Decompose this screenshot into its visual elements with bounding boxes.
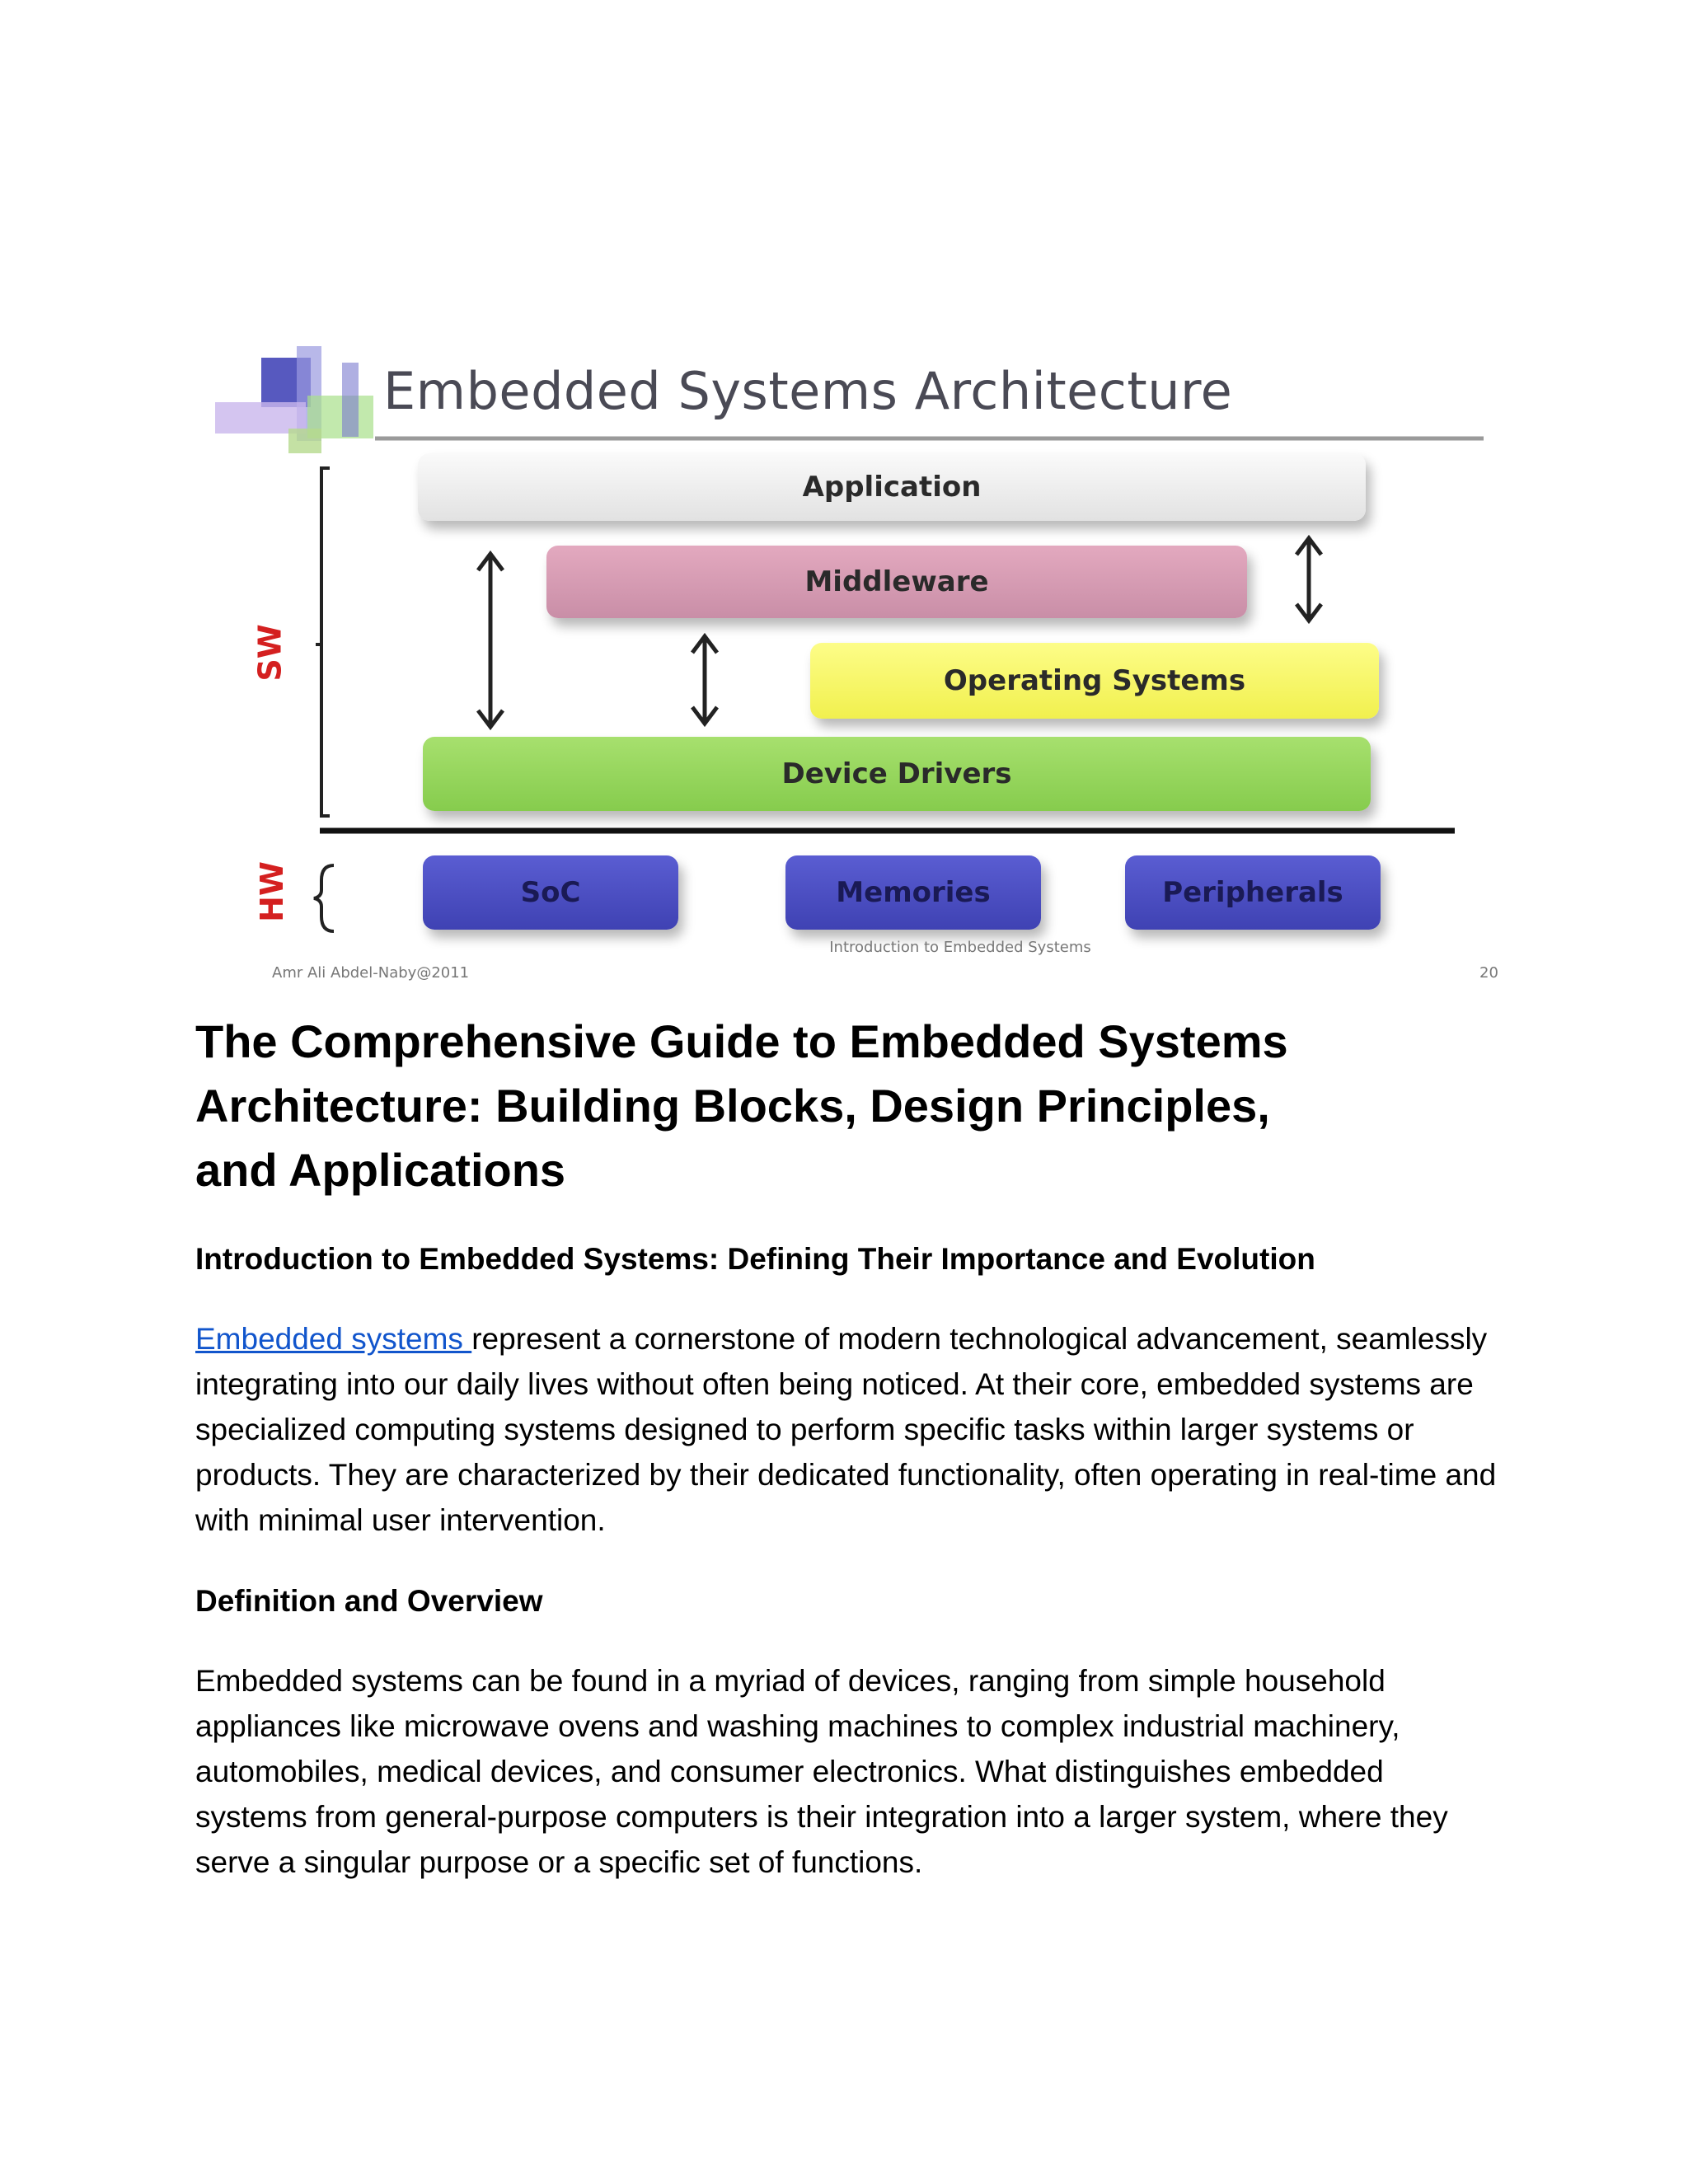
sw-bracket: [321, 468, 330, 816]
layer-application: Application: [418, 453, 1366, 521]
figure-footer-center: Introduction to Embedded Systems: [829, 939, 1091, 956]
double-arrow-icon: [1296, 538, 1321, 621]
sw-label: SW: [251, 624, 288, 682]
article-title: The Comprehensive Guide to Embedded Systems Architecture: Building Blocks, Design Principles, and Applications: [195, 1015, 1288, 1196]
hw-brace: [314, 865, 334, 931]
figure-author: Amr Ali Abdel-Naby@2011: [272, 964, 470, 982]
hw-label: HW: [253, 861, 290, 922]
figure-title: Embedded Systems Architecture: [383, 361, 1233, 421]
hw-block-soc: SoC: [423, 855, 678, 930]
article-body: [195, 1010, 1498, 1885]
double-arrow-icon: [478, 554, 503, 727]
logo-mark: [215, 346, 373, 453]
layer-middleware: Middleware: [546, 546, 1247, 618]
intro-text: represent a cornerstone of modern technological advancement, seamlessly integrating into our daily lives without often being noticed. At their core, embedded systems are specialized computing systems designed to perform specific tasks within larger systems or products. They are characterized by their dedicated functionality, often operating in real-time and with minimal user intervention.: [195, 1322, 1497, 1537]
figure-page-number: 20: [1479, 964, 1498, 982]
definition-paragraph: Embedded systems can be found in a myriad of devices, ranging from simple household appliances like microwave ovens and washing machines to complex industrial machinery, automobiles, medical devices, and consumer electronics. What distinguishes embedded systems from general-purpose computers is their integration into a larger system, where they serve a singular purpose or a specific set of functions.: [195, 1664, 1448, 1879]
layer-operating-systems: Operating Systems: [810, 643, 1379, 719]
embedded-systems-link[interactable]: Embedded systems: [195, 1322, 472, 1356]
definition-heading: Definition and Overview: [195, 1584, 543, 1618]
hw-block-peripherals: Peripherals: [1125, 855, 1381, 930]
intro-paragraph: [195, 1316, 1498, 1543]
intro-heading: Introduction to Embedded Systems: Defining Their Importance and Evolution: [195, 1242, 1315, 1276]
double-arrow-icon: [692, 636, 717, 724]
architecture-figure: [210, 346, 1529, 985]
hw-block-memories: Memories: [785, 855, 1041, 930]
layer-device-drivers: Device Drivers: [423, 737, 1371, 811]
